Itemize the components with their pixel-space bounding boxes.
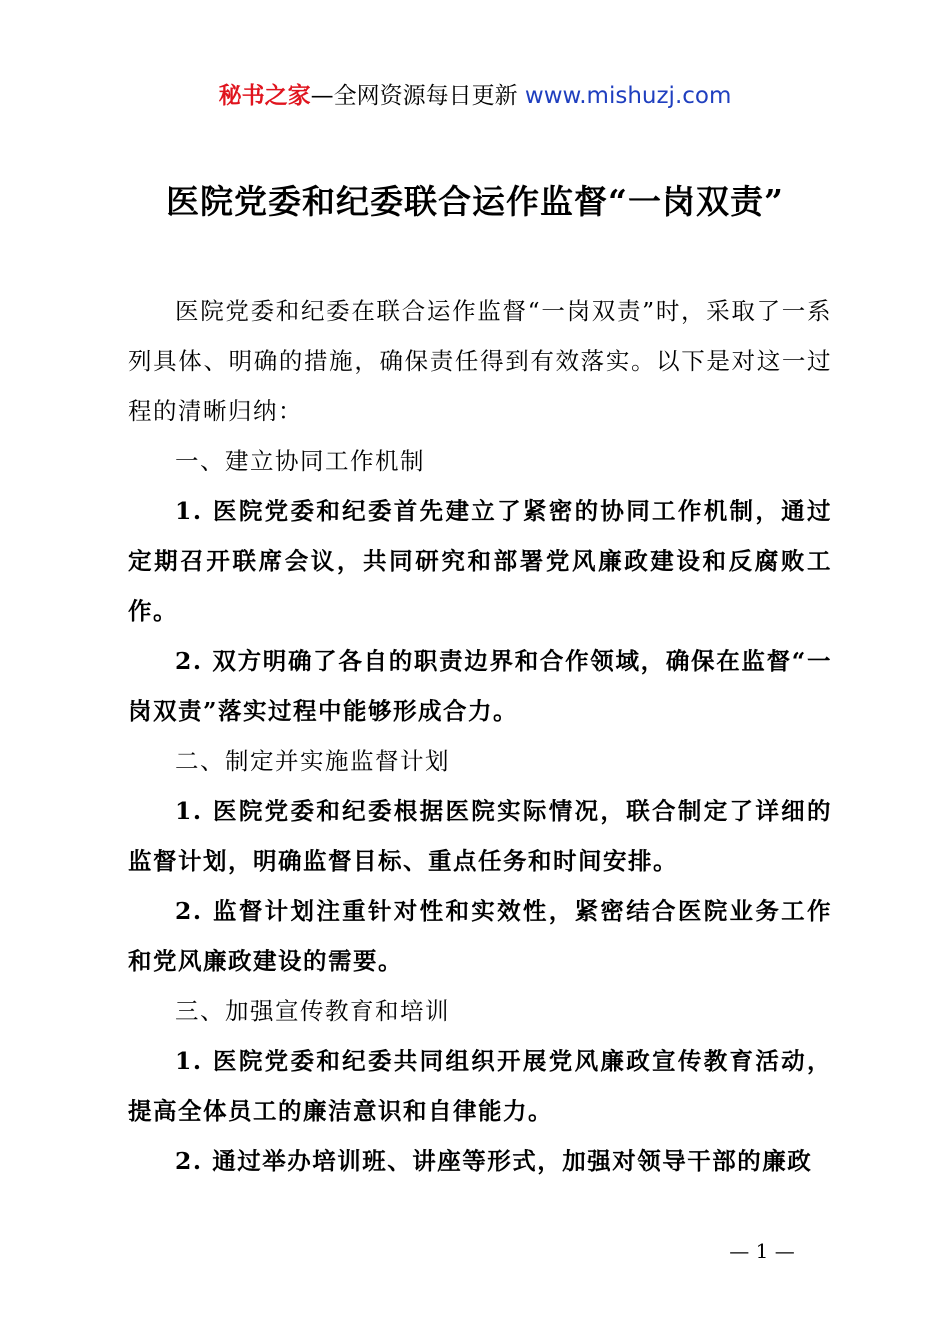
section-1-item-1: 1. 医院党委和纪委首先建立了紧密的协同工作机制，通过定期召开联席会议，共同研究和部署党风廉政建设和反腐败工作。	[128, 497, 832, 625]
document-body	[128, 286, 832, 1186]
section-2-item-1: 1. 医院党委和纪委根据医院实际情况，联合制定了详细的监督计划，明确监督目标、重点任务和时间安排。	[128, 797, 832, 875]
section-1-item-2: 2. 双方明确了各自的职责边界和合作领域，确保在监督“一岗双责”落实过程中能够形成合力。	[128, 647, 832, 725]
brand-name: 秘书之家	[218, 83, 311, 109]
header-slogan: —全网资源每日更新	[310, 83, 518, 109]
document-title: 医院党委和纪委联合运作监督“一岗双责”	[166, 182, 784, 221]
section-heading-3: 三、加强宣传教育和培训	[175, 997, 450, 1025]
site-header	[0, 80, 950, 112]
intro-paragraph: 医院党委和纪委在联合运作监督“一岗双责”时，采取了一系列具体、明确的措施，确保责任得到有效落实。以下是对这一过程的清晰归纳：	[128, 297, 832, 425]
section-heading-1: 一、建立协同工作机制	[175, 447, 425, 475]
section-3-item-2: 2. 通过举办培训班、讲座等形式，加强对领导干部的廉政	[175, 1147, 813, 1175]
site-url-link[interactable]: www.mishuzj.com	[524, 83, 732, 109]
section-3-item-1: 1. 医院党委和纪委共同组织开展党风廉政宣传教育活动，提高全体员工的廉洁意识和自律能力。	[128, 1047, 832, 1125]
page-number: — 1 —	[729, 1239, 795, 1263]
section-heading-2: 二、制定并实施监督计划	[175, 747, 450, 775]
section-2-item-2: 2. 监督计划注重针对性和实效性，紧密结合医院业务工作和党风廉政建设的需要。	[128, 897, 832, 975]
